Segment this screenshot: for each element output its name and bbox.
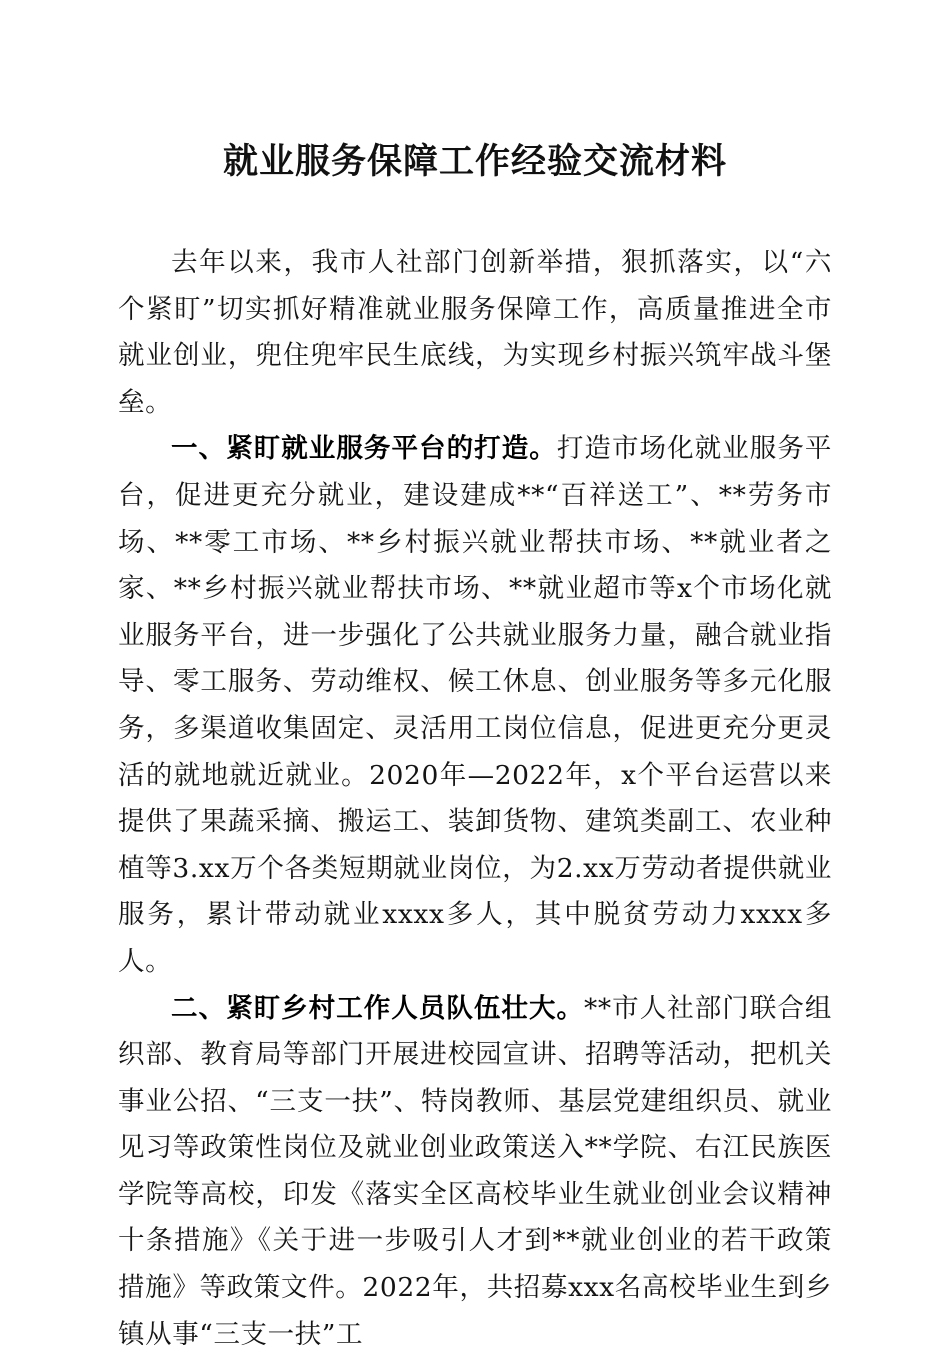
document-title: 就业服务保障工作经验交流材料 — [118, 138, 832, 186]
intro-paragraph — [118, 240, 832, 426]
section-one-text: 打造市场化就业服务平台，促进更充分就业，建设建成**“百祥送工”、**劳务市场、**零工市场、**乡村振兴就业帮扶市场、**就业者之家、**乡村振兴就业帮扶市场、**就业超市等x个市场化就业服务平台，进一步强化了公共就业服务力量，融合就业指导、零工服务、劳动维权、候工休息、创业服务等多元化服务，多渠道收集固定、灵活用工岗位信息，促进更充分更灵活的就地就近就业。2020年—2022年，x个平台运营以来提供了果蔬采摘、搬运工、装卸货物、建筑类副工、农业种植等3.xx万个各类短期就业岗位，为2.xx万劳动者提供就业服务，累计带动就业xxxx多人，其中脱贫劳动力xxxx多人。 — [118, 433, 832, 977]
section-two-heading: 二、紧盯乡村工作人员队伍壮大。 — [171, 993, 584, 1024]
section-two-text: **市人社部门联合组织部、教育局等部门开展进校园宣讲、招聘等活动，把机关事业公招、“三支一扶”、特岗教师、基层党建组织员、就业见习等政策性岗位及就业创业政策送入**学院、右江民族医学院等高校，印发《落实全区高校毕业生就业创业会议精神十条措施》《关于进一步吸引人才到**就业创业的若干政策措施》等政策文件。2022年，共招募xxx名高校毕业生到乡镇从事“三支一扶”工 — [118, 993, 832, 1350]
section-one-heading: 一、紧盯就业服务平台的打造。 — [171, 433, 557, 464]
section-one-paragraph — [118, 426, 832, 985]
document-body — [118, 240, 832, 1358]
intro-paragraph-text: 去年以来，我市人社部门创新举措，狠抓落实，以“六个紧盯”切实抓好精准就业服务保障工作，高质量推进全市就业创业，兜住兜牢民生底线，为实现乡村振兴筑牢战斗堡垒。 — [118, 247, 832, 418]
section-two-paragraph — [118, 986, 832, 1358]
